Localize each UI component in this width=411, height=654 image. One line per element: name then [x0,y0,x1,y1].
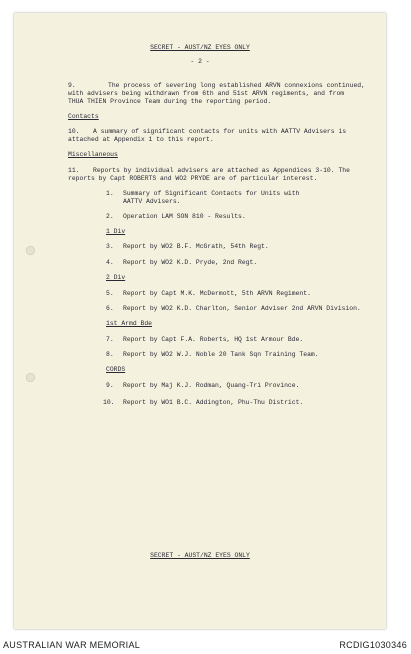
para11-line2: reports by Capt ROBERTS and WO2 PRYDE are of particular interest. [68,175,318,182]
item-text: Report by Capt M.K. McDermott, 5th ARVN Regiment. [123,290,311,297]
punch-hole [26,373,35,382]
para10-line1: A summary of significant contacts for units with AATTV Advisers is [93,128,347,135]
contacts-heading: Contacts [68,113,99,120]
item-number: 4. [106,259,114,266]
group-heading-armd-bde: 1st Armd Bde [106,320,153,327]
item-text: Report by WO2 K.D. Charlton, Senior Adviser 2nd ARVN Division. [123,305,361,312]
para9-line2: with advisers being withdrawn from 6th and 51st ARVN regiments, and from [68,90,345,97]
item-number: 7. [106,336,114,343]
document-page [14,13,386,629]
item-number: 6. [106,305,114,312]
footer-institution: AUSTRALIAN WAR MEMORIAL [3,640,141,650]
footer-record-id: RCDIG1030346 [339,640,407,650]
group-heading-1-div: 1 Div [106,228,126,235]
group-heading-2-div: 2 Div [106,274,126,281]
item-text: Report by WO1 B.C. Addington, Phu-Thu District. [123,399,304,406]
para11-number: 11. [68,167,80,174]
item-text: Report by WO2 W.J. Noble 20 Tank Sqn Training Team. [123,351,319,358]
archive-footer [0,635,411,654]
para10-line2: attached at Appendix 1 to this report. [68,136,214,143]
item-number: 3. [106,243,114,250]
para9-line3: THUA THIEN Province Team during the reporting period. [68,98,272,105]
bottom-classification: SECRET - AUST/NZ EYES ONLY [150,552,250,559]
item-text: Report by WO2 K.D. Pryde, 2nd Regt. [123,259,258,266]
item-text: Summary of Significant Contacts for Units with [123,190,300,197]
item-text: Report by Maj K.J. Rodman, Quang-Tri Province. [123,382,300,389]
group-heading-cords: CORDS [106,366,126,373]
para10-number: 10. [68,128,80,135]
misc-heading: Miscellaneous [68,151,118,158]
item-number: 1. [106,190,114,197]
item-number: 8. [106,351,114,358]
para9-number: 9. [68,82,76,89]
item-text: AATTV Advisers. [123,198,181,205]
page-number: - 2 - [190,58,210,65]
item-number: 5. [106,290,114,297]
item-text: Operation LAM SON 810 - Results. [123,213,246,220]
header-classification: SECRET - AUST/NZ EYES ONLY [150,44,250,51]
item-number: 10. [103,399,115,406]
para11-line1: Reports by individual advisers are attached as Appendices 3-10. The [93,167,350,174]
para9-line1: The process of severing long established ARVN connexions continued, [108,82,365,89]
item-number: 9. [106,382,114,389]
item-text: Report by WO2 B.F. McGrath, 54th Regt. [123,243,269,250]
punch-hole [26,246,35,255]
item-number: 2. [106,213,114,220]
item-text: Report by Capt F.A. Roberts, HQ 1st Armour Bde. [123,336,304,343]
